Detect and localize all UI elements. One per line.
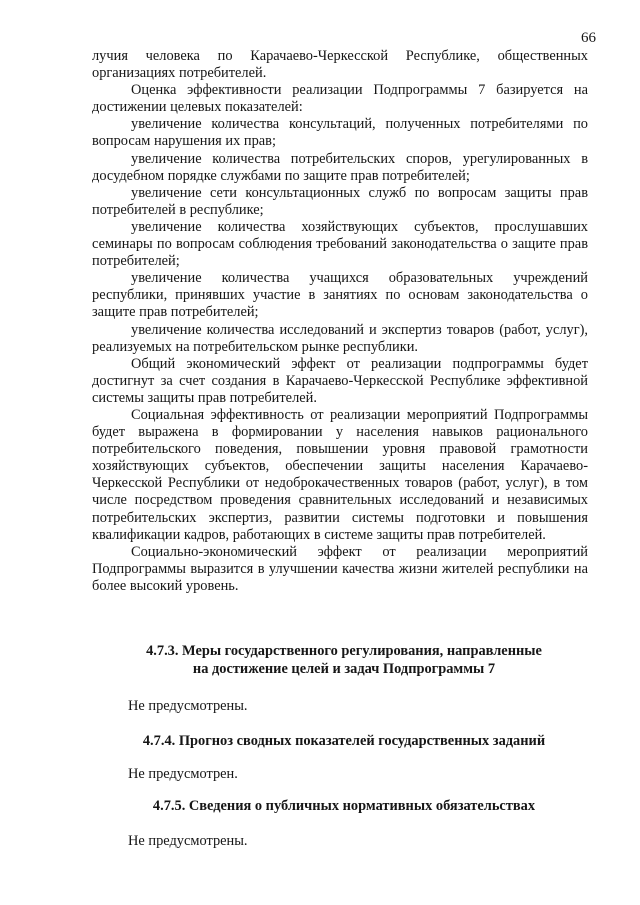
paragraph-economic-effect: Общий экономический эффект от реализации подпрограммы будет достигнут за счет создания в Карачаево-Черкесской Республике эффективной системы защиты прав потребителей. [92, 355, 588, 406]
section-text-4-7-4: Не предусмотрен. [128, 766, 238, 782]
body-text [92, 48, 588, 595]
section-text-4-7-5: Не предусмотрены. [128, 833, 248, 849]
section-text-4-7-3: Не предусмотрены. [128, 698, 248, 714]
section-heading-4-7-5: 4.7.5. Сведения о публичных нормативных обязательствах [152, 798, 536, 814]
section-heading-4-7-4: 4.7.4. Прогноз сводных показателей государственных заданий [142, 733, 546, 749]
paragraph-social-effect: Социальная эффективность от реализации мероприятий Подпрограммы будет выражена в формировании у населения навыков рационального потребительского поведения, повышении уровня правовой грамотности хозяйствующих субъектов, обеспечении защиты населения Карачаево-Черкесской Республики от недоброкачественных товаров (работ, услуг), в том числе посредством проведения сравнительных исследований и независимых потребительских экспертиз, развитии системы подготовки и повышения квалификации кадров, работающих в системе защиты прав потребителей. [92, 406, 588, 543]
page-number: 66 [581, 30, 596, 46]
indicator-item-students: увеличение количества учащихся образовательных учреждений республики, принявших участие в занятиях по основам законодательства о защите прав потребителей; [92, 270, 588, 321]
indicator-item-services-network: увеличение сети консультационных служб по вопросам защиты прав потребителей в республике; [92, 184, 588, 218]
section-heading-line: 4.7.3. Меры государственного регулирования, направленные [146, 643, 542, 659]
section-heading-4-7-3 [100, 642, 588, 678]
indicator-item-disputes: увеличение количества потребительских споров, урегулированных в досудебном порядке службами по защите прав потребителей; [92, 150, 588, 184]
paragraph-evaluation-intro: Оценка эффективности реализации Подпрограммы 7 базируется на достижении целевых показателей: [92, 82, 588, 116]
indicator-item-seminars: увеличение количества хозяйствующих субъектов, прослушавших семинары по вопросам соблюдения требований законодательства о защите прав потребителей; [92, 218, 588, 270]
indicator-item-consultations: увеличение количества консультаций, полученных потребителями по вопросам нарушения их прав; [92, 116, 588, 150]
section-heading-line: на достижение целей и задач Подпрограммы 7 [192, 661, 496, 677]
paragraph-continuation: лучия человека по Карачаево-Черкесской Республике, общественных организациях потребителей. [92, 48, 588, 82]
indicator-item-examinations: увеличение количества исследований и экспертиз товаров (работ, услуг), реализуемых на потребительском рынке республики. [92, 321, 588, 355]
paragraph-socio-economic-effect: Социально-экономический эффект от реализации мероприятий Подпрограммы выразится в улучшении качества жизни жителей республики на более высокий уровень. [92, 543, 588, 594]
